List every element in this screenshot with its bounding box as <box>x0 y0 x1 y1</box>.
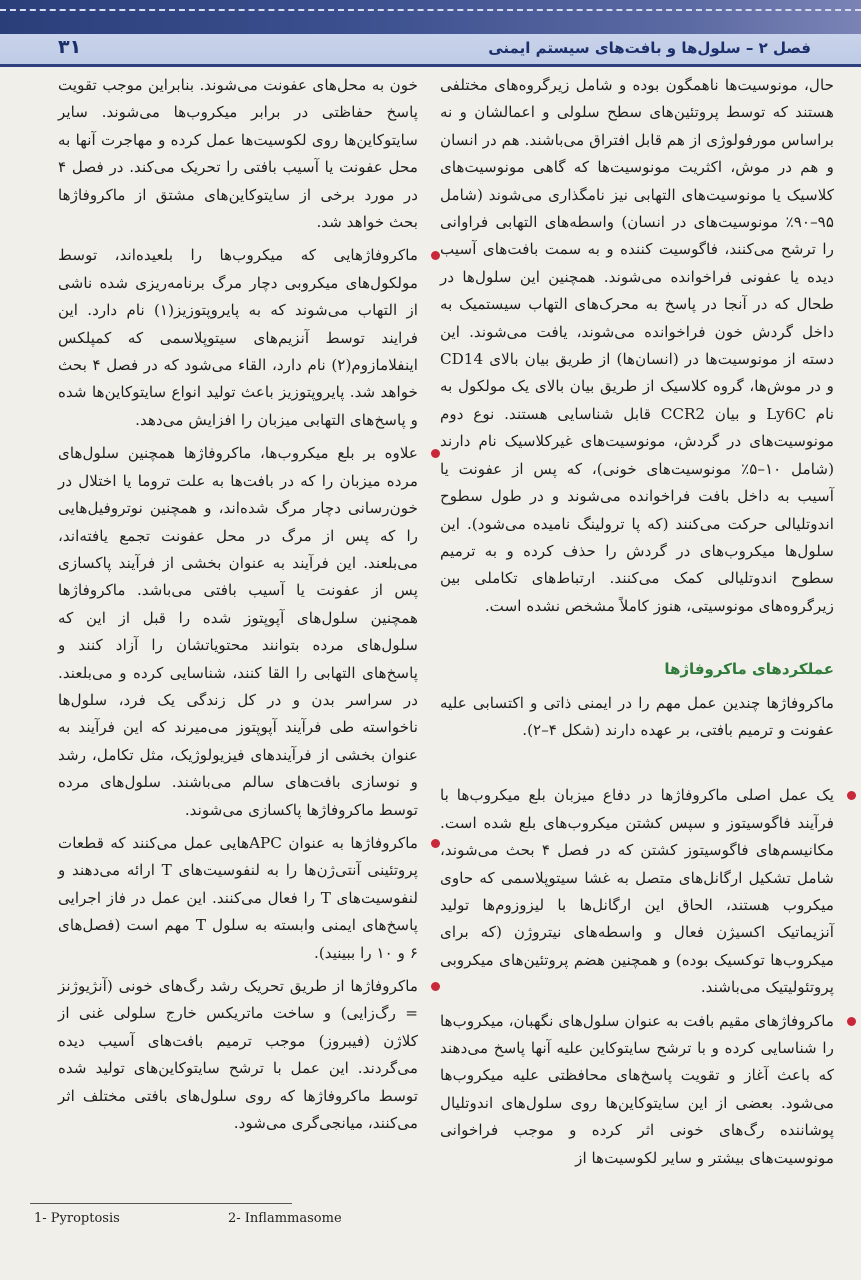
bullet-icon <box>431 251 440 260</box>
bullet-icon <box>847 791 856 800</box>
page-number: ۳۱ <box>58 36 82 58</box>
chapter-title: فصل ۲ – سلول‌ها و بافت‌های سیستم ایمنی <box>488 39 811 57</box>
bullet-icon <box>847 1017 856 1026</box>
bullet-text: ماکروفاژهایی که میکروب‌ها را بلعیده‌اند، توسط مولکول‌های میکروبی دچار مرگ برنامه‌ریزی شده ناشی از التهاب می‌شوند که به پایروپتوزیز(۱) نام دارد. این فرایند توسط آنزیم‌های سیتوپلاسمی که کمپلکس اینفلامازوم(۲) نام دارد، القاء می‌شود که در فصل ۴ بحث خواهد شد. پایروپتوزیز باعث تولید انواع سایتوکاین‌ها شده و پاسخ‌های التهابی میزبان را افزایش می‌دهد. <box>58 246 418 429</box>
footnote-rule <box>30 1203 292 1204</box>
list-item <box>440 1008 834 1172</box>
footnote-2: 2- Inflammasome <box>228 1211 342 1226</box>
intro-paragraph: حال، مونوسیت‌ها ناهمگون بوده و شامل زیرگروه‌های مختلفی هستند که توسط پروتئین‌های سطح سلولی و اعمالشان و نه براساس مورفولوژی از هم قابل افتراق می‌باشند. هم در انسان و هم در موش، اکثریت مونوسیت‌ها که گاهی مونوسیت‌های کلاسیک یا مونوسیت‌های التهابی نیز نامگذاری می‌شوند (شامل ۹۵–۹۰٪ مونوسیت‌های در انسان) واسطه‌های التهابی فراوانی را ترشح می‌کنند، فاگوسیت کننده و به سمت بافت‌های آسیب دیده یا عفونی فراخوانده می‌شوند. همچنین این سلول‌ها در طحال که در آنجا در پاسخ به محرک‌های التهاب سیستمیک به داخل گردش خون فراخوانده می‌شوند، یافت می‌شوند. این دسته از مونوسیت‌ها در (انسان‌ها) از طریق بیان بالای CD14 و در موش‌ها، گروه کلاسیک از طریق بیان بالای یک مولکول به نام Ly6C و بیان CCR2 قابل شناسایی هستند. نوع دوم مونوسیت‌های در گردش، مونوسیت‌های غیرکلاسیک نام دارند (شامل ۱۰–۵٪ مونوسیت‌های خونی)، که پس از عفونت یا آسیب به داخل بافت فراخوانده می‌شوند و در طول سطوح اندوتلیالی حرکت می‌کنند (که پا ترولینگ نامیده می‌شود). این سلول‌ها میکروب‌های در گردش را حذف کرده و به ترمیم سطوح اندوتلیالی کمک می‌کنند. ارتباط‌های تکاملی بین زیرگروه‌های مونوسیتی، هنوز کاملاً مشخص نشده است. <box>440 76 834 615</box>
bullet-icon <box>431 449 440 458</box>
list-item <box>58 440 418 824</box>
right-column <box>440 72 834 1178</box>
list-item <box>440 782 834 1001</box>
bullet-list <box>58 242 418 1137</box>
bullet-text: ماکروفاژهای مقیم بافت به عنوان سلول‌های نگهبان، میکروب‌ها را شناسایی کرده و با ترشح سایتوکاین علیه آنها پاسخ می‌دهند که باعث آغاز و تقویت پاسخ‌های محافظتی علیه میکروب‌ها می‌شود. بعضی از این سایتوکاین‌ها روی سلول‌های اندوتلیال پوشاننده رگ‌های خونی اثر کرده و موجب فراخوانی مونوسیت‌های بیشتر و سایر لکوسیت‌ها از <box>440 1011 834 1167</box>
bullet-list <box>440 782 834 1172</box>
bullet-text: ماکروفاژها به عنوان APCهایی عمل می‌کنند که قطعات پروتئینی آنتی‌ژن‌ها را به لنفوسیت‌های T ارائه می‌دهند و لنفوسیت‌های T را فعال می‌کنند. این عمل در فاز اجرایی پاسخ‌های ایمنی وابسته به سلول T مهم است (فصل‌های ۶ و ۱۰ را ببینید). <box>58 833 419 962</box>
list-item <box>58 973 418 1137</box>
section-intro: ماکروفاژها چندین عمل مهم را در ایمنی ذاتی و اکتسابی علیه عفونت و ترمیم بافتی، بر عهده دارند (شکل ۴–۲). <box>440 693 834 739</box>
bullet-icon <box>431 839 440 848</box>
left-column <box>58 72 418 1143</box>
bullet-icon <box>431 982 440 991</box>
footnote-1: 1- Pyroptosis <box>34 1211 120 1226</box>
list-item <box>58 242 418 434</box>
list-item <box>58 830 418 967</box>
section-heading: عملکردهای ماکروفاژها <box>664 660 834 679</box>
running-header <box>0 34 861 67</box>
continuation-paragraph: خون به محل‌های عفونت می‌شوند. بنابراین موجب تقویت پاسخ حفاظتی در برابر میکروب‌ها می‌شوند. سایر سایتوکاین‌ها روی لکوسیت‌ها عمل کرده و مهاجرت آنها به محل عفونت یا آسیب بافتی را تحریک می‌کند. در فصل ۴ در مورد برخی از سایتوکاین‌های مشتق از ماکروفاژها بحث خواهد شد. <box>58 76 418 232</box>
bullet-text: ماکروفاژها از طریق تحریک رشد رگ‌های خونی (آنژیوژنز = رگ‌زایی) و ساخت ماتریکس خارج سلولی غنی از کلاژن (فیبروز) موجب ترمیم بافت‌های آسیب دیده می‌گردند. این عمل با ترشح سایتوکاین‌های تولید شده توسط ماکروفاژها که روی سلول‌های بافتی مختلف اثر می‌کنند، میانجی‌گری می‌شود. <box>58 977 418 1133</box>
bullet-text: علاوه بر بلع میکروب‌ها، ماکروفاژها همچنین سلول‌های مرده میزبان را که در بافت‌ها به علت تروما یا اختلال در خون‌رسانی دچار مرگ شده‌اند، و همچنین نوتروفیل‌هایی را که پس از مرگ در محل عفونت تجمع یافته‌اند، می‌بلعند. این فرآیند به عنوان بخشی از فرآیند پاکسازی پس از عفونت یا آسیب بافتی می‌باشد. ماکروفاژها همچنین سلول‌های آپوپتوز شده را قبل از این که سلول‌های مرده بتوانند محتویاتشان را آزاد کنند و پاسخ‌های التهابی را القا کنند، شناسایی کرده و می‌بلعند. در سراسر بدن و در کل زندگی یک فرد، سلول‌ها ناخواسته طی فرآیند آپوپتوز می‌میرند که این فرآیند به عنوان بخشی از فرآیندهای فیزیولوژیک، مثل تکامل، رشد و نوسازی بافت‌های سالم می‌باشند. سلول‌های مرده توسط ماکروفاژها پاکسازی می‌شوند. <box>58 444 418 819</box>
top-color-band <box>0 0 861 34</box>
decorative-dashed-line <box>0 9 861 11</box>
bullet-text: یک عمل اصلی ماکروفاژها در دفاع میزبان بلع میکروب‌ها با فرآیند فاگوسیتوز و سپس کشتن میکروب‌های بلع شده است. مکانیسم‌های فاگوسیتوز کشتن که در فصل ۴ بحث می‌شوند، شامل تشکیل ارگانل‌های متصل به غشا سیتوپلاسمی که حاوی میکروب هستند، الحاق این ارگانل‌ها با لیزوزوم‌ها تولید آنزیماتیک اکسیژن فعال و واسطه‌های نیتروژن (که برای میکروب‌ها توکسیک بوده) و همچنین هضم پروتئین‌های میکروبی پروتئولیتیک می‌باشند. <box>440 786 834 997</box>
